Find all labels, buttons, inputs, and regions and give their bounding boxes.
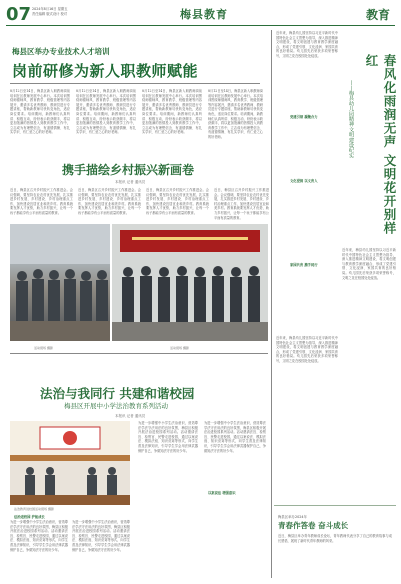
article3-body-col1: 为进一步增强中小学生法治意识，营造尊法学法守法用法的良好氛围，梅县区积极开展法治进校园系列活动。活动邀请法官、检察官、民警走进校园，通过以案说法、模拟法庭、知识竞赛等形式，向学生普及法律知识，引导学生学会用法律武器保护自己，争做知法守法的好少年。 <box>10 520 68 552</box>
article2-headline: 携手描绘乡村振兴新画卷 <box>62 163 195 177</box>
paper-name-logo: 梅县教育 <box>180 8 228 21</box>
article1-headline: 岗前研修为新人职教师赋能 <box>12 62 199 80</box>
right-subhead1: 党建引领 凝聚合力 <box>290 115 318 119</box>
right-vertical-subheadline: ——梅县幼儿园精神文明建设纪实 <box>348 80 354 158</box>
section-name: 教育 <box>366 8 391 22</box>
bottom-right-box <box>274 505 396 581</box>
article3-byline: 本报讯 记者 通讯员 <box>115 414 146 418</box>
article2-body-col1: 近日，梅县区召开乡村振兴工作推进会。会议强调，要坚持农业农村优先发展，扎实推进乡村发展、乡村建设、乡村治理重点工作，加快建设宜居宜业和美乡村。教育系统要发挥人才优势，助力乡村振兴，让每一个孩子都能享有公平而有质量的教育。 <box>10 188 73 215</box>
article3-photo <box>10 421 130 505</box>
article3-subhead2: 以案说法 增强意识 <box>208 491 236 495</box>
article3-body-col4: 为进一步增强中小学生法治意识，营造尊法学法守法用法的良好氛围，梅县区积极开展法治进校园系列活动。活动邀请法官、检察官、民警走进校园，通过以案说法、模拟法庭、知识竞赛等形式，向学生普及法律知识，引导学生学会用法律武器保护自己，争做知法守法的好少年。 <box>204 421 266 453</box>
bottom-right-headline: 青春作答卷 奋斗成长 <box>278 521 349 530</box>
right-subhead2: 文化浸润 以文育人 <box>290 179 318 183</box>
date-line: 2024年8月16日 星期五 <box>32 7 68 11</box>
article2-photo-left <box>10 224 110 341</box>
article3-headline: 法治与我同行 共建和谐校园 <box>40 386 195 401</box>
right-subhead3: 家园共育 携手同行 <box>290 263 318 267</box>
right-vertical-headline: 春风化雨润无声 文明花开别样红 <box>364 54 397 235</box>
article1-body-col1: 8月12日至14日，梅县区新入职教师岗前培训在区教师发展中心举行。本次培训围绕师德师风、教育教学、班级管理等内容展开，邀请多名优秀教师、教研员进行专题讲座，帮助新教师尽快转变角色，适应岗位要求。培训期间，新教师们认真听讲、积极互动，纷纷表示收获颇丰，将以更加饱满的热情投入到教育教学工作中，立志成为有理想信念、有道德情操、有扎实学识、有仁爱之心的好老师。 <box>10 89 70 135</box>
article3-subheadline: 梅县区开展中小学法治教育系列活动 <box>64 402 168 410</box>
article2-photo-right-caption: 活动现场 摄影 <box>170 346 189 350</box>
editor-line: 责任编辑 版式设计 校对 <box>32 12 68 16</box>
right-body-col3: 近年来，梅县幼儿园坚持以习近平新时代中国特色社会主义思想为指导，深入推进精神文明建设，将文明创建与教育教学深度融合，形成了党建引领、文化浸润、家园共育的良好格局。幼儿园先后荣获多项荣誉称号，文明之花在校园处处绽放。 <box>276 336 338 363</box>
article1-kicker: 梅县区举办专业技术人才培训 <box>12 47 110 56</box>
article1-body-col2: 8月12日至14日，梅县区新入职教师岗前培训在区教师发展中心举行。本次培训围绕师德师风、教育教学、班级管理等内容展开，邀请多名优秀教师、教研员进行专题讲座，帮助新教师尽快转变角色，适应岗位要求。培训期间，新教师们认真听讲、积极互动，纷纷表示收获颇丰，将以更加饱满的热情投入到教育教学工作中，立志成为有理想信念、有道德情操、有扎实学识、有仁爱之心的好老师。 <box>76 89 136 135</box>
article2-photo-left-caption: 活动现场 摄影 <box>34 346 53 350</box>
bottom-right-body: 近日，梅县区举办青年教师成长论坛，青年教师代表分享了自己的教育故事与成长感悟，展现了新时代青年教师的风采。 <box>278 534 392 543</box>
courtroom-illustration <box>10 421 130 505</box>
people-illustration <box>10 224 110 341</box>
right-body-col1: 近年来，梅县幼儿园坚持以习近平新时代中国特色社会主义思想为指导，深入推进精神文明建设，将文明创建与教育教学深度融合，形成了党建引领、文化浸润、家园共育的良好格局。幼儿园先后荣获多项荣誉称号，文明之花在校园处处绽放。 <box>276 31 338 58</box>
article2-body-col2: 近日，梅县区召开乡村振兴工作推进会。会议强调，要坚持农业农村优先发展，扎实推进乡村发展、乡村建设、乡村治理重点工作，加快建设宜居宜业和美乡村。教育系统要发挥人才优势，助力乡村振兴，让每一个孩子都能享有公平而有质量的教育。 <box>78 188 141 215</box>
group-photo-illustration <box>112 224 268 341</box>
article1-body-col3: 8月12日至14日，梅县区新入职教师岗前培训在区教师发展中心举行。本次培训围绕师德师风、教育教学、班级管理等内容展开，邀请多名优秀教师、教研员进行专题讲座，帮助新教师尽快转变角色，适应岗位要求。培训期间，新教师们认真听讲、积极互动，纷纷表示收获颇丰，将以更加饱满的热情投入到教育教学工作中，立志成为有理想信念、有道德情操、有扎实学识、有仁爱之心的好老师。 <box>142 89 202 135</box>
article2-byline: 本报讯 记者 通讯员 <box>115 180 146 184</box>
right-column-divider <box>271 30 272 578</box>
article2-body-col3: 近日，梅县区召开乡村振兴工作推进会。会议强调，要坚持农业农村优先发展，扎实推进乡村发展、乡村建设、乡村治理重点工作，加快建设宜居宜业和美乡村。教育系统要发挥人才优势，助力乡村振兴，让每一个孩子都能享有公平而有质量的教育。 <box>146 188 209 215</box>
article1-rule <box>10 83 260 84</box>
article3-subhead1: 法治进校园 护航成长 <box>14 515 45 519</box>
bottom-right-kicker: 梅县区举办2024年 <box>278 515 307 519</box>
article2-body-col4: 近日，梅县区召开乡村振兴工作推进会。会议强调，要坚持农业农村优先发展，扎实推进乡村发展、乡村建设、乡村治理重点工作，加快建设宜居宜业和美乡村。教育系统要发挥人才优势，助力乡村振兴，让每一个孩子都能享有公平而有质量的教育。 <box>214 188 269 220</box>
article2-photo-right <box>112 224 268 341</box>
article3-body-col3: 为进一步增强中小学生法治意识，营造尊法学法守法用法的良好氛围，梅县区积极开展法治进校园系列活动。活动邀请法官、检察官、民警走进校园，通过以案说法、模拟法庭、知识竞赛等形式，向学生普及法律知识，引导学生学会用法律武器保护自己，争做知法守法的好少年。 <box>138 421 198 453</box>
article3-top-rule <box>10 353 268 354</box>
masthead-rule <box>6 25 395 26</box>
article1-body-col4: 8月12日至14日，梅县区新入职教师岗前培训在区教师发展中心举行。本次培训围绕师德师风、教育教学、班级管理等内容展开，邀请多名优秀教师、教研员进行专题讲座，帮助新教师尽快转变角色，适应岗位要求。培训期间，新教师们认真听讲、积极互动，纷纷表示收获颇丰，将以更加饱满的热情投入到教育教学工作中，立志成为有理想信念、有道德情操、有扎实学识、有仁爱之心的好老师。 <box>208 89 263 139</box>
page-number: 07 <box>6 4 32 25</box>
article3-body-col2: 为进一步增强中小学生法治意识，营造尊法学法守法用法的良好氛围，梅县区积极开展法治进校园系列活动。活动邀请法官、检察官、民警走进校园，通过以案说法、模拟法庭、知识竞赛等形式，向学生普及法律知识，引导学生学会用法律武器保护自己，争做知法守法的好少年。 <box>72 520 130 552</box>
right-body-col2: 近年来，梅县幼儿园坚持以习近平新时代中国特色社会主义思想为指导，深入推进精神文明建设，将文明创建与教育教学深度融合，形成了党建引领、文化浸润、家园共育的良好格局。幼儿园先后荣获多项荣誉称号，文明之花在校园处处绽放。 <box>342 248 396 280</box>
article3-photo-caption: 法治教育进校园活动现场 摄影 <box>14 507 54 511</box>
